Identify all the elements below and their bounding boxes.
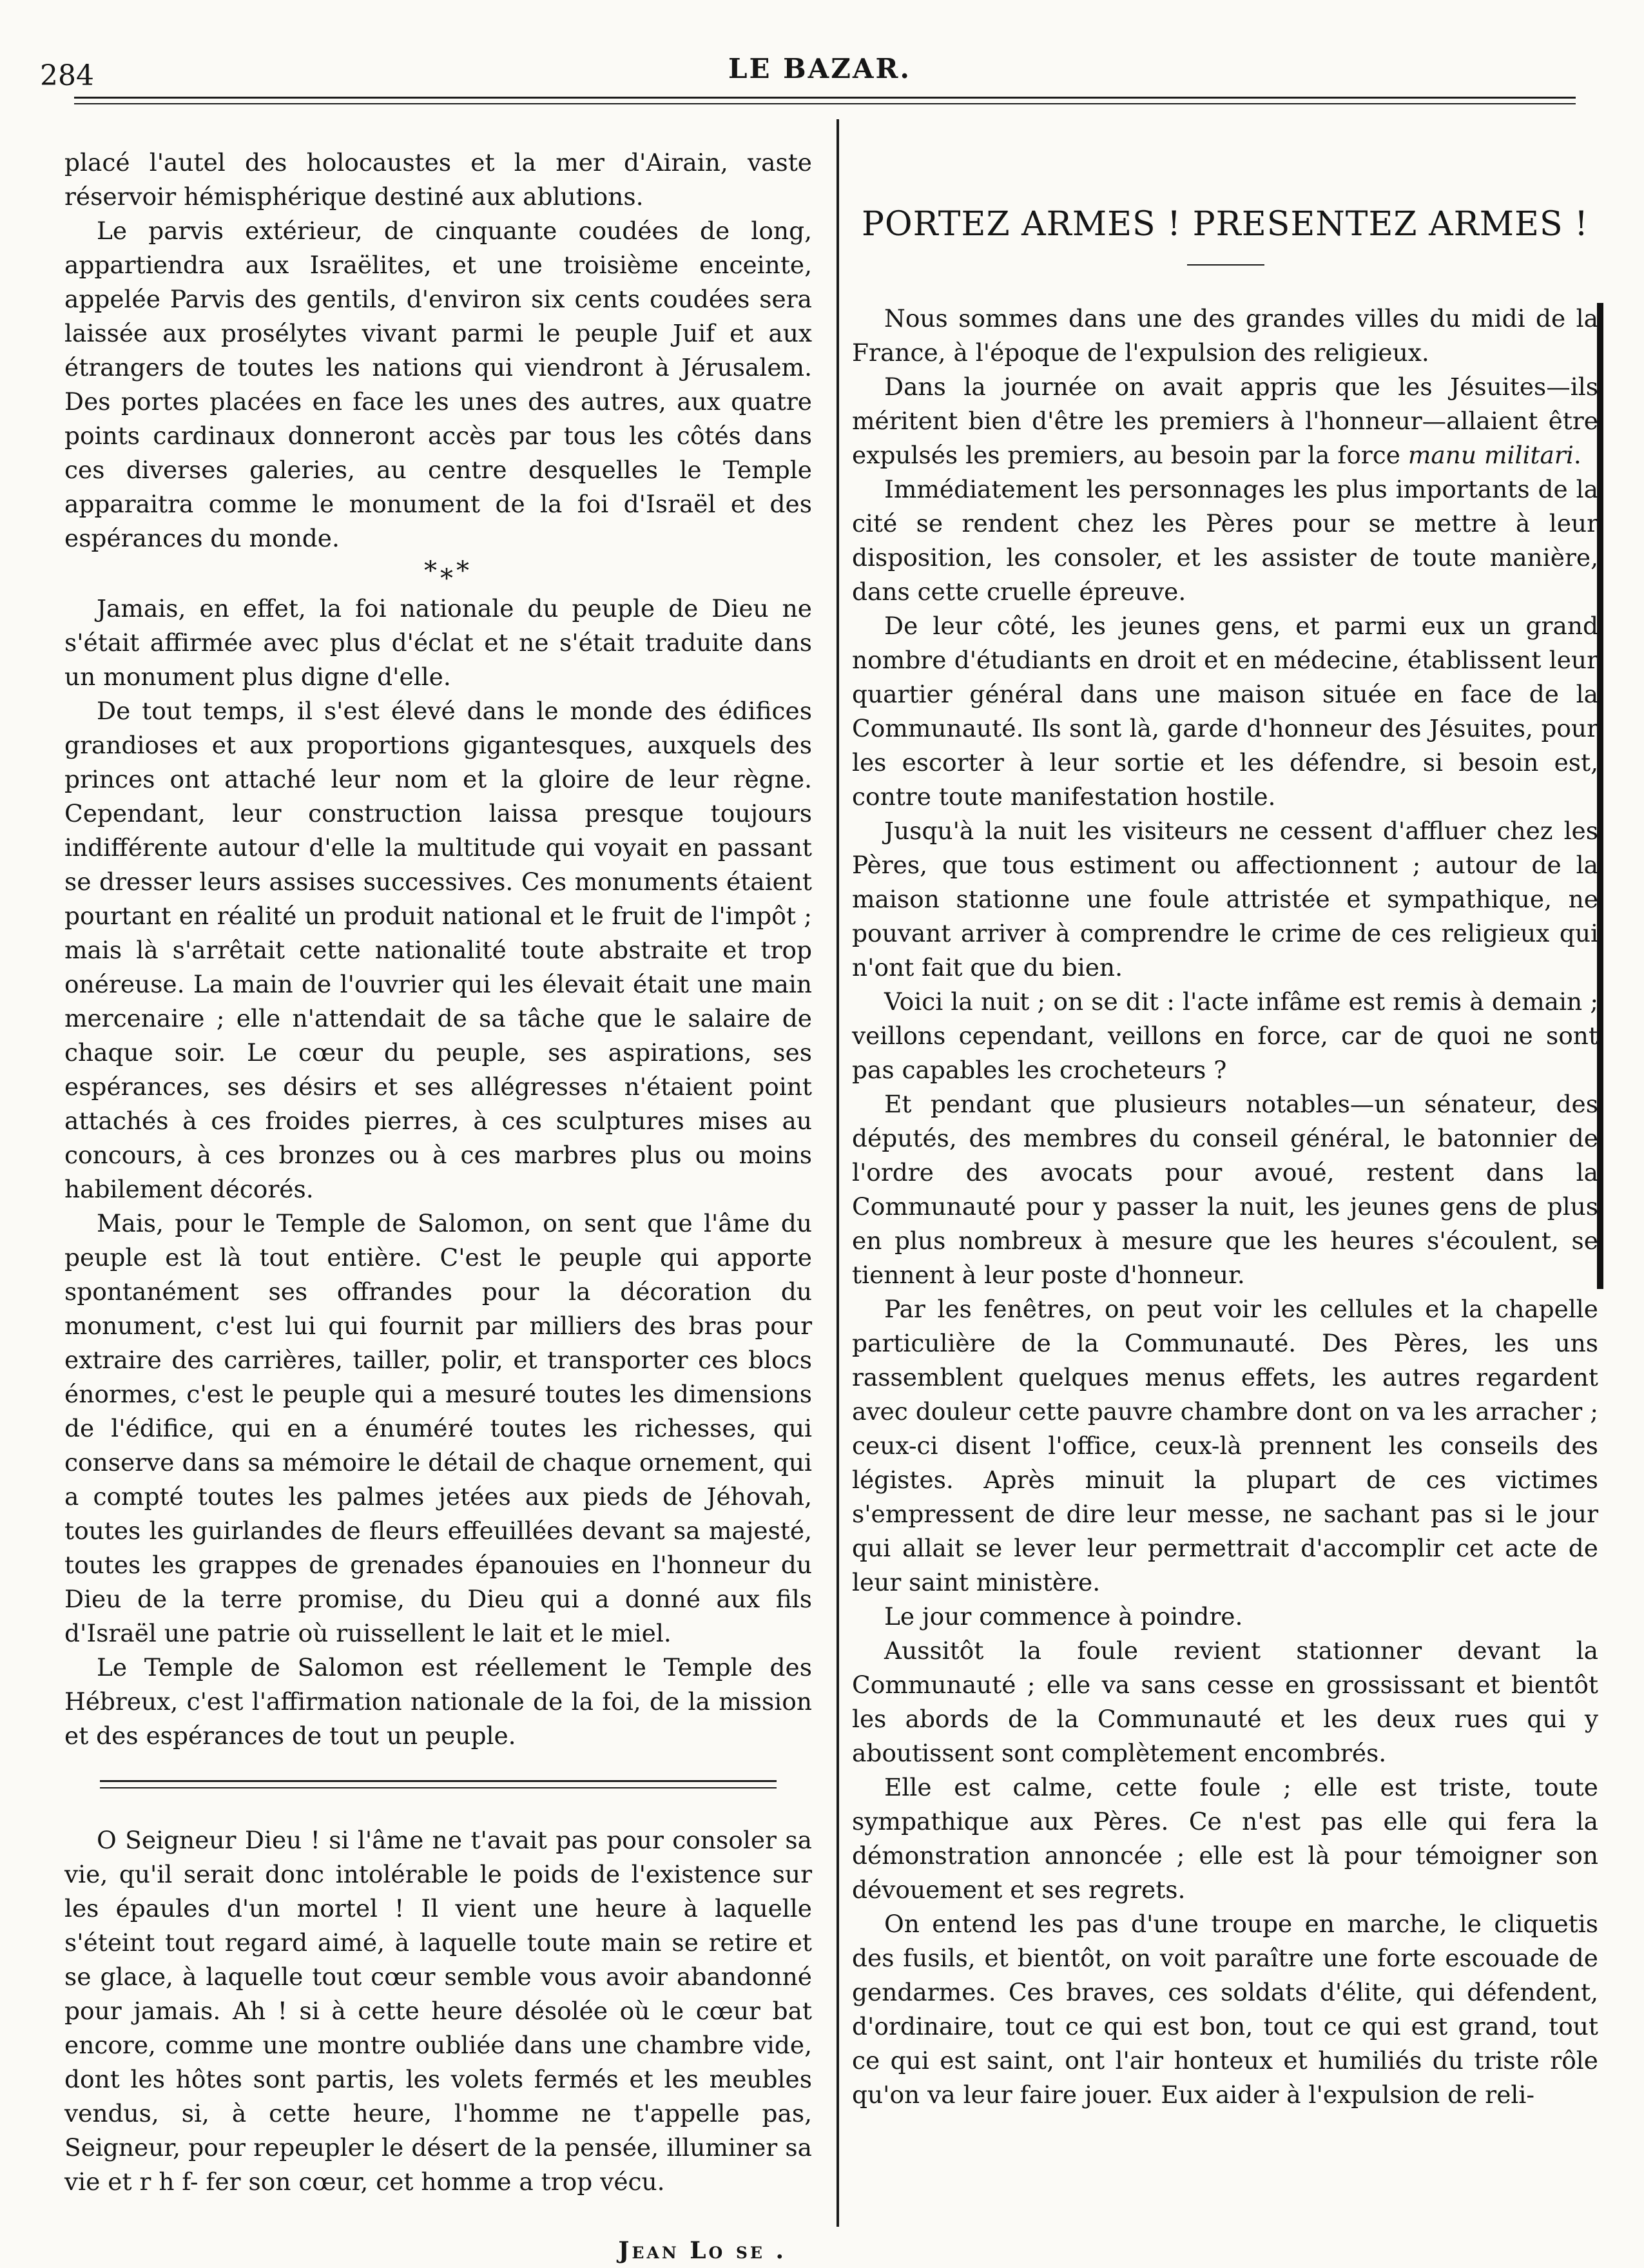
paragraph: Par les fenêtres, on peut voir les cellules et la chapelle particulière de la Communauté. Des Pères, les uns rassemblent quelques menus effets, les autres regardent avec douleur cette pauvre chambre dont on va les arracher ; ceux-ci disent l'office, ceux-là prennent les conseils des légistes. Après minuit la plupart de ces victimes s'empressent de dire leur messe, ne sachant pas si le jour qui allait se lever leur permettrait d'accomplir cet acte de leur saint ministère.: [852, 1295, 1598, 1596]
paragraph: O Seigneur Dieu ! si l'âme ne t'avait pas pour consoler sa vie, qu'il serait donc intolérable le poids de l'existence sur les épaules d'un mortel ! Il vient une heure à laquelle s'éteint tout regard aimé, à laquelle toute main se retire et se glace, à laquelle tout cœur semble vous avoir abandonné pour jamais. Ah ! si à cette heure désolée où le cœur bat encore, comme une montre oubliée dans une chambre vide, dont les hôtes sont partis, les volets fermés et les meubles vendus, si, à cette heure, l'homme ne t'appelle pas, Seigneur, pour repeupler le désert de la pensée, illuminer sa vie et r h f- fer son cœur, cet homme a trop vécu.: [64, 1826, 812, 2196]
paragraph: placé l'autel des holocaustes et la mer d'Airain, vaste réservoir hémisphérique destiné aux ablutions.: [64, 148, 812, 211]
latin-phrase: manu militari: [1407, 441, 1574, 469]
paragraph: De leur côté, les jeunes gens, et parmi eux un grand nombre d'étudiants en droit et en médecine, établissent leur quartier général dans une maison située en face de la Communauté. Ils sont là, garde d'honneur des Jésuites, pour les escorter à leur sortie et les défendre, si besoin est, contre toute manifestation hostile.: [852, 612, 1598, 811]
paragraph: Et pendant que plusieurs notables—un sénateur, des députés, des membres du conseil général, le batonnier de l'ordre des avocats pour avoué, restent dans la Communauté pour y passer la nuit, les jeunes gens de plus en plus nombreux à mesure que les heures s'écoulent, se tiennent à leur poste d'honneur.: [852, 1090, 1598, 1289]
paragraph: Jamais, en effet, la foi nationale du peuple de Dieu ne s'était affirmée avec plus d'éclat et ne s'était traduite dans un monument plus digne d'elle.: [64, 594, 812, 691]
paragraph: Dans la journée on avait appris que les Jésuites—ils méritent bien d'être les premiers à l'honneur—allaient être expulsés les premiers, au besoin par la force manu militari.: [852, 373, 1598, 469]
page-number: 284: [40, 59, 94, 92]
article-title: PORTEZ ARMES ! PRESENTEZ ARMES !: [861, 205, 1589, 244]
column-divider: [837, 119, 839, 2227]
asterism: [64, 556, 812, 592]
paragraph: Mais, pour le Temple de Salomon, on sent que l'âme du peuple est là tout entière. C'est le peuple qui apporte spontanément ses offrandes pour la décoration du monument, c'est lui qui fournit par milliers des bras pour extraire des carrières, tailler, polir, et transporter ces blocs énormes, c'est le peuple qui a mesuré toutes les dimensions de l'édifice, qui en a énuméré toutes les richesses, qui conserve dans sa mémoire le détail de chaque ornement, qui a compté toutes les palmes jetées aux pieds de Jéhovah, toutes les guirlandes de fleurs effeuillées devant sa majesté, toutes les grappes de grenades épanouies en l'honneur du Dieu de la terre promise, du Dieu qui a donné aux fils d'Israël une patrie où ruissellent le lait et le miel.: [64, 1209, 812, 1647]
asterism-star: *: [424, 556, 437, 586]
asterism-star: *: [456, 556, 469, 586]
section-separator: [100, 1780, 777, 1782]
paragraph: Le jour commence à poindre.: [884, 1602, 1243, 1631]
paragraph: Voici la nuit ; on se dit : l'acte infâme est remis à demain ; veillons cependant, veillons en force, car de quoi ne sont pas capables les crocheteurs ?: [852, 987, 1598, 1084]
paragraph: On entend les pas d'une troupe en marche, le cliquetis des fusils, et bientôt, on voit paraître une forte escouade de gendarmes. Ces braves, ces soldats d'élite, qui défendent, d'ordinaire, tout ce qui est bon, tout ce qui est grand, tout ce qui est saint, ont l'air honteux et humiliés du triste rôle qu'on va leur faire jouer. Eux aider à l'expulsion de reli-: [852, 1910, 1598, 2109]
left-column: [64, 146, 812, 2268]
section-separator-double: [100, 1787, 777, 1788]
paragraph: Elle est calme, cette foule ; elle est triste, toute sympathique aux Pères. Ce n'est pas elle qui fera la démonstration annoncée ; elle est là pour témoigner son dévouement et ses regrets.: [852, 1773, 1598, 1904]
paragraph: Aussitôt la foule revient stationner devant la Communauté ; elle va sans cesse en grossissant et bientôt les abords de la Communauté et les deux rues qui y aboutissent sont complètement encombrés.: [852, 1636, 1598, 1767]
page-header: [0, 0, 1644, 110]
paragraph: Immédiatement les personnages les plus importants de la cité se rendent chez les Pères pour se mettre à leur disposition, les consoler, et les assister de toute manière, dans cette cruelle épreuve.: [852, 475, 1598, 606]
asterism-star: *: [440, 564, 453, 594]
title-underline: [1187, 264, 1264, 266]
running-title: LE BAZAR.: [728, 53, 912, 84]
author-signature: Jean Lo se .: [618, 2237, 786, 2264]
paragraph: Le parvis extérieur, de cinquante coudées de long, appartiendra aux Israëlites, et une troisième enceinte, appelée Parvis des gentils, d'environ six cents coudées sera laissée aux prosélytes vivant parmi le peuple Juif et aux étrangers de toutes les nations qui viendront à Jérusalem. Des portes placées en face les unes des autres, aux quatre points cardinaux donneront accès par tous les côtés dans ces diverses galeries, au centre desquelles le Temple apparaitra comme le monument de la foi d'Israël et des espérances du monde.: [64, 217, 812, 552]
paragraph: Nous sommes dans une des grandes villes du midi de la France, à l'époque de l'expulsion des religieux.: [852, 304, 1598, 367]
paragraph: Le Temple de Salomon est réellement le Temple des Hébreux, c'est l'affirmation nationale de la foi, de la mission et des espérances de tout un peuple.: [64, 1653, 812, 1750]
header-rule: [74, 97, 1576, 99]
right-column: [852, 302, 1598, 2112]
paragraph: De tout temps, il s'est élevé dans le monde des édifices grandioses et aux proportions gigantesques, auxquels des princes ont attaché leur nom et la gloire de leur règne. Cependant, leur construction laissa presque toujours indifférente autour d'elle la multitude qui voyait en passant se dresser leurs assises successives. Ces monuments étaient pourtant en réalité un produit national et le fruit de l'impôt ; mais là s'arrêtait cette nationalité toute abstraite et trop onéreuse. La main de l'ouvrier qui les élevait était une main mercenaire ; elle n'attendait de sa tâche que le salaire de chaque soir. Le cœur du peuple, ses aspirations, ses espérances, ses désirs et ses allégresses n'étaient point attachés à ces froides pierres, à ces sculptures mises au concours, à ces bronzes ou à ces marbres plus ou moins habilement décorés.: [64, 697, 812, 1203]
paragraph: Jusqu'à la nuit les visiteurs ne cessent d'affluer chez les Pères, que tous estiment ou affectionnent ; autour de la maison stationne une foule attristée et sympathique, ne pouvant arriver à comprendre le crime de ces religieux qui n'ont fait que du bien.: [852, 817, 1598, 982]
header-rule-double: [74, 103, 1576, 104]
